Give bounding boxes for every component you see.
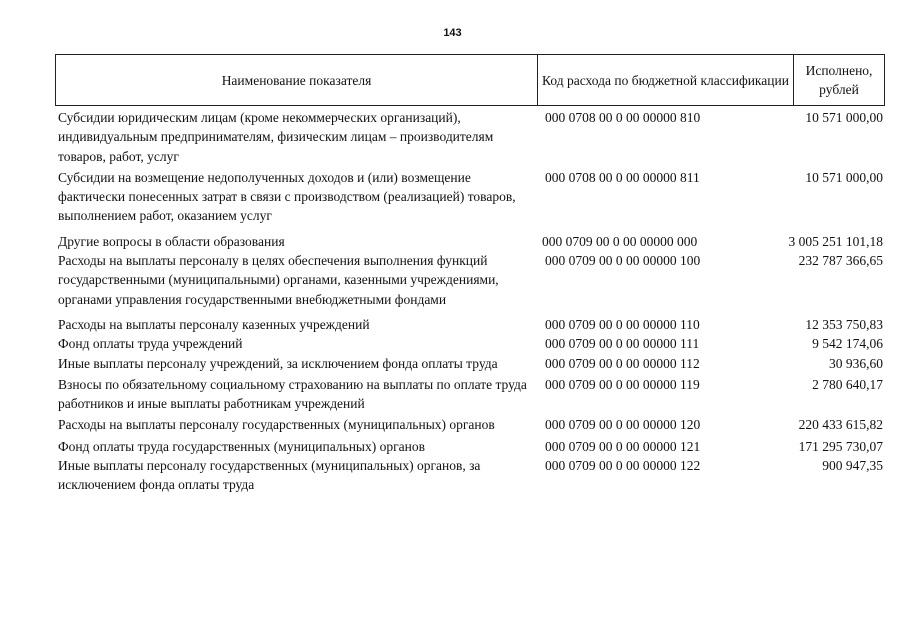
row-name: Субсидии юридическим лицам (кроме некоммерческих организаций), индивидуальным предпринимателям, физическим лицам – производителям товаров, работ, услуг [58,110,494,164]
row-code: 000 0708 00 0 00 00000 811 [545,169,700,185]
table-body [55,108,885,495]
row-name: Иные выплаты персоналу учреждений, за исключением фонда оплаты труда [58,355,498,371]
row-name: Расходы на выплаты персоналу в целях обеспечения выполнения функций государственными (муниципальными) органами, казенными учреждениями, органами управления государственными внебюджетными фондами [58,253,499,307]
row-executed: 900 947,35 [822,458,883,474]
row-name: Фонд оплаты труда государственных (муниципальных) органов [58,438,425,454]
row-code: 000 0709 00 0 00 00000 120 [545,417,701,433]
row-executed: 12 353 750,83 [805,316,883,332]
row-name: Субсидии на возмещение недополученных доходов и (или) возмещение фактически понесенных затрат в связи с производством (реализацией) товаров, выполнением работ, оказанием услуг [58,169,516,224]
row-code: 000 0709 00 0 00 00000 000 [542,233,698,249]
table-row [55,415,885,434]
table-row [55,232,885,251]
row-executed: 171 295 730,07 [798,438,883,454]
table-row [55,437,885,456]
row-name: Взносы по обязательному социальному страхованию на выплаты по оплате труда работников и иные выплаты работникам учреждений [58,376,527,412]
row-executed: 220 433 615,82 [798,417,883,433]
table-header [55,54,885,106]
row-code: 000 0709 00 0 00 00000 112 [545,355,700,371]
header-name: Наименование показателя [56,55,538,105]
row-code: 000 0709 00 0 00 00000 110 [545,316,700,332]
row-code: 000 0708 00 0 00 00000 810 [545,110,701,125]
row-executed: 232 787 366,65 [798,253,883,269]
table-row [55,315,885,334]
row-executed: 10 571 000,00 [805,110,883,125]
row-executed: 10 571 000,00 [805,169,883,185]
table-row [55,375,885,414]
table-row [55,168,885,226]
row-code: 000 0709 00 0 00 00000 111 [545,336,700,352]
row-executed: 2 780 640,17 [812,376,883,392]
row-code: 000 0709 00 0 00 00000 100 [545,253,701,269]
row-executed: 3 005 251 101,18 [788,233,883,249]
page-number: 143 [443,27,462,39]
row-executed: 30 936,60 [829,355,883,371]
row-name: Фонд оплаты труда учреждений [58,336,243,352]
table-row [55,334,885,353]
row-name: Другие вопросы в области образования [58,233,285,249]
row-code: 000 0709 00 0 00 00000 122 [545,458,701,474]
table-row [55,108,885,166]
row-executed: 9 542 174,06 [812,336,883,352]
table-row [55,251,885,309]
header-executed: Исполнено, рублей [805,63,873,97]
row-code: 000 0709 00 0 00 00000 119 [545,376,700,392]
table-row [55,354,885,373]
row-code: 000 0709 00 0 00 00000 121 [545,438,701,454]
row-name: Иные выплаты персоналу государственных (муниципальных) органов, за исключением фонда оплаты труда [58,458,481,493]
row-name: Расходы на выплаты персоналу государственных (муниципальных) органов [58,417,495,433]
row-name: Расходы на выплаты персоналу казенных учреждений [58,316,370,332]
table-row [55,456,885,495]
header-code: Код расхода по бюджетной классификации [538,55,794,105]
